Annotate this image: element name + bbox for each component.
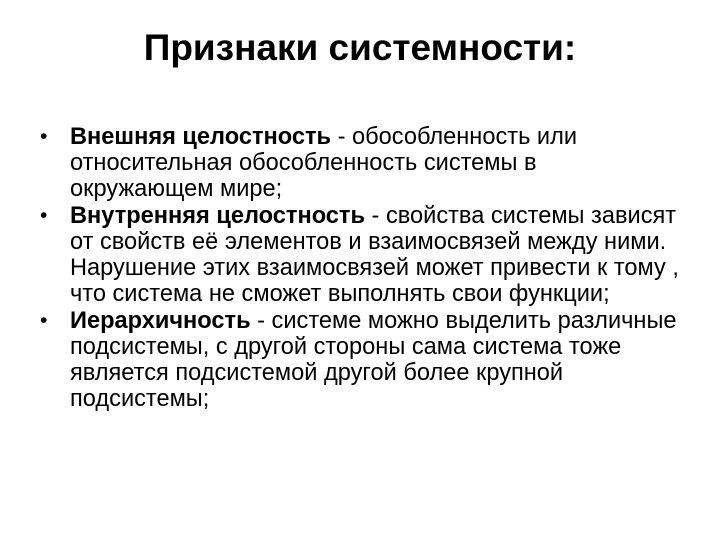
bullet-term: Внешняя целостность [70, 124, 332, 150]
bullet-dot-icon: • [40, 125, 48, 148]
bullet-dot-icon: • [40, 204, 48, 227]
slide-title: Признаки системности: [143, 27, 577, 68]
bullet-list [36, 124, 686, 413]
bullet-text: - обособленность или относительная обособленность системы в окружающем мире; [70, 124, 578, 202]
bullet-item-external-integrity [36, 124, 686, 202]
bullet-text: - системе можно выделить различные подсистемы, с другой стороны сама система тоже является подсистемой другой более крупной подсистемы; [70, 308, 677, 412]
bullet-item-internal-integrity [36, 203, 686, 307]
bullet-term: Иерархичность [70, 308, 251, 334]
bullet-dot-icon: • [40, 309, 48, 332]
bullet-item-hierarchy [36, 308, 686, 412]
bullet-term: Внутренняя целостность [70, 203, 365, 229]
bullet-text: - свойства системы зависят от свойств её элементов и взаимосвязей между ними. Нарушение этих взаимосвязей может привести к тому , что система не сможет выполнять свои функции; [70, 203, 679, 307]
